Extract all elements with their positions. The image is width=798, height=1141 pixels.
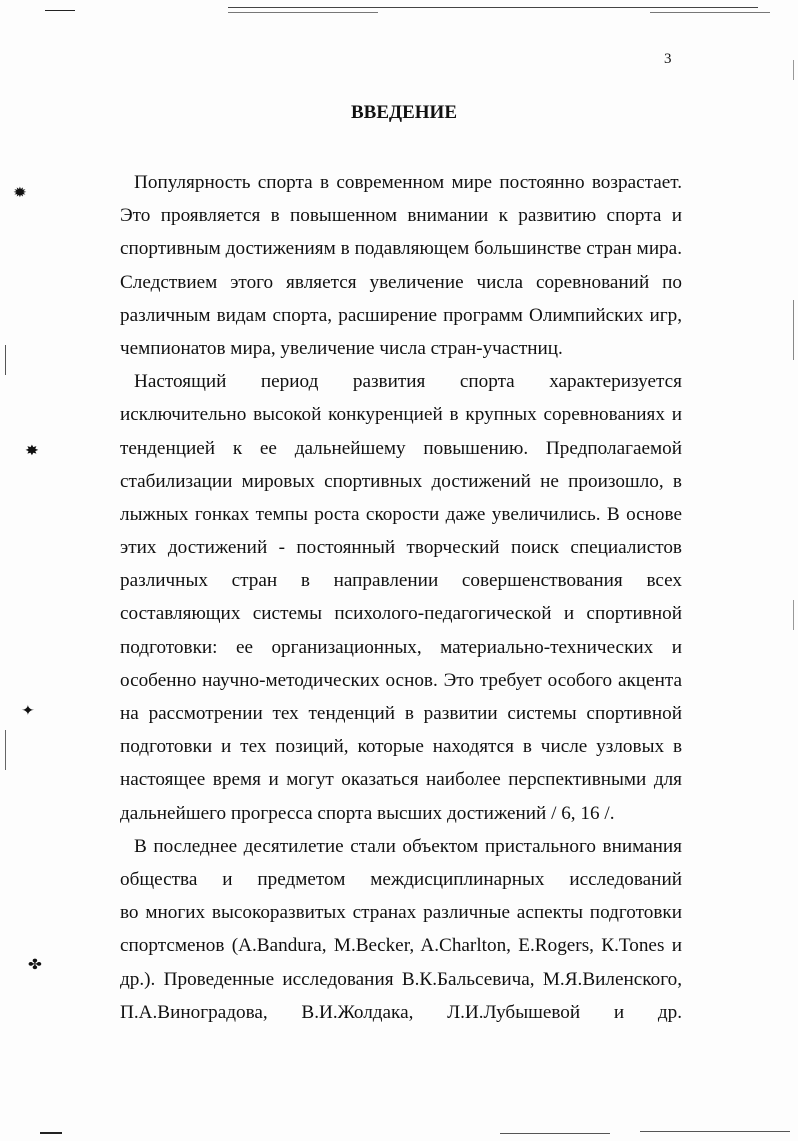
text-line: особенно научно-методических основ. Это требует особого акцента: [120, 669, 682, 691]
text-line: др.). Проведенные исследования В.К.Бальсевича, М.Я.Виленского,: [120, 968, 682, 990]
paragraph: [120, 830, 682, 1029]
scan-artifact-line: [45, 10, 75, 11]
paragraph: [120, 166, 682, 365]
scan-artifact-line: [5, 345, 6, 375]
scan-artifact-line: [640, 1131, 790, 1132]
paragraph: [120, 365, 682, 830]
binding-hole-mark: ✦: [20, 703, 35, 719]
binding-hole-mark: ✹: [12, 185, 27, 201]
page-number: 3: [664, 51, 672, 67]
scan-artifact-line: [228, 12, 378, 13]
text-line: Следствием этого является увеличение числа соревнований по: [120, 271, 682, 293]
text-line: настоящее время и могут оказаться наиболее перспективными для: [120, 769, 682, 791]
text-line: подготовки и тех позиций, которые находятся в числе узловых в: [120, 736, 682, 758]
text-line: во многих высокоразвитых странах различные аспекты подготовки: [120, 902, 682, 924]
text-line: Популярность спорта в современном мире постоянно возрастает.: [134, 172, 682, 193]
text-line: чемпионатов мира, увеличение числа стран-участниц.: [120, 337, 563, 359]
text-line: составляющих системы психолого-педагогической и спортивной: [120, 603, 682, 625]
text-line: П.А.Виноградова, В.И.Жолдака, Л.И.Лубышевой и др.: [120, 1001, 682, 1023]
scan-artifact-line: [40, 1132, 62, 1134]
scan-artifact-line: [793, 60, 794, 80]
binding-hole-mark: ✸: [24, 443, 39, 459]
body-text: [120, 166, 682, 1029]
text-line: различных стран в направлении совершенствования всех: [120, 570, 682, 592]
scan-artifact-line: [500, 1133, 610, 1134]
text-line: В последнее десятилетие стали объектом пристального внимания: [134, 835, 682, 857]
text-line: спортсменов (A.Bandura, M.Becker, A.Charlton, E.Rogers, К.Tones и: [120, 935, 682, 957]
text-line: дальнейшего прогресса спорта высших достижений / 6, 16 /.: [120, 802, 615, 824]
text-line: на рассмотрении тех тенденций в развитии системы спортивной: [120, 703, 682, 724]
text-line: различным видам спорта, расширение программ Олимпийских игр,: [120, 304, 682, 326]
text-line: подготовки: ее организационных, материально-технических и: [120, 636, 682, 658]
section-heading: ВВЕДЕНИЕ: [351, 102, 457, 123]
text-line: спортивным достижениям в подавляющем большинстве стран мира.: [120, 238, 682, 260]
scan-artifact-line: [5, 730, 6, 770]
text-line: Это проявляется в повышенном внимании к развитию спорта и: [120, 205, 682, 227]
text-line: тенденцией к ее дальнейшему повышению. Предполагаемой: [120, 437, 682, 459]
text-line: стабилизации мировых спортивных достижений не произошло, в: [120, 470, 682, 492]
text-line: исключительно высокой конкуренцией в крупных соревнованиях и: [120, 404, 682, 426]
text-line: этих достижений - постоянный творческий поиск специалистов: [120, 537, 682, 559]
scan-artifact-line: [228, 7, 758, 8]
binding-hole-mark: ✤: [27, 957, 42, 973]
text-line: Настоящий период развития спорта характеризуется: [134, 371, 682, 393]
scan-artifact-line: [793, 600, 794, 630]
text-line: общества и предметом междисциплинарных исследований: [120, 868, 682, 890]
scan-artifact-line: [793, 300, 794, 360]
text-line: лыжных гонках темпы роста скорости даже увеличились. В основе: [120, 503, 682, 525]
scan-artifact-line: [650, 12, 770, 13]
